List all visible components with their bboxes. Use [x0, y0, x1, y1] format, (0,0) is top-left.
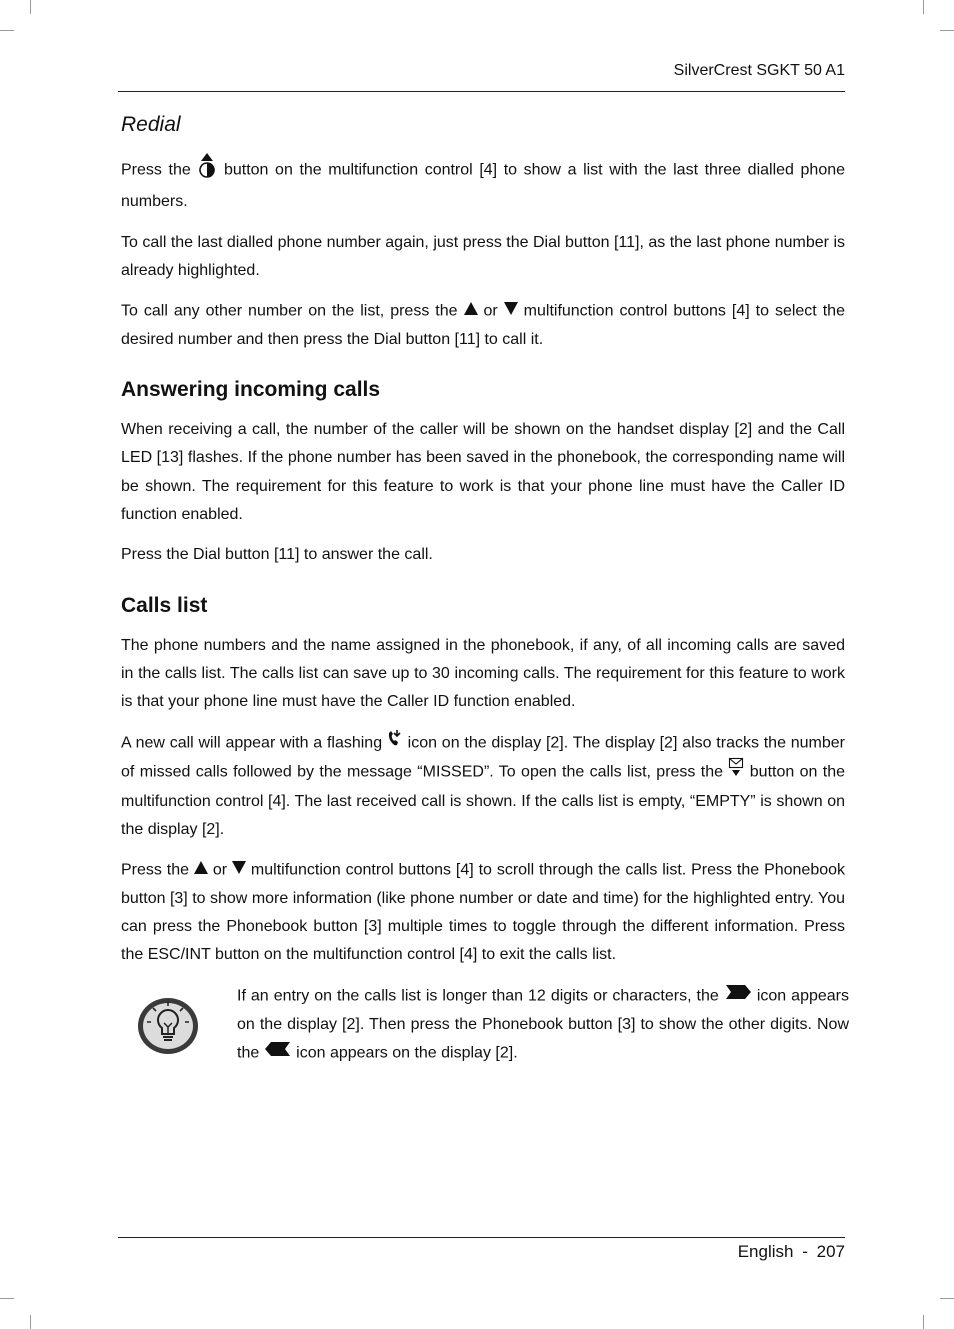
calls-list-paragraph-1: The phone numbers and the name assigned in the phonebook, if any, of all incoming calls are saved in the calls list. The calls list can save up to 30 incoming calls. The requirement for this feature to work is that your phone line must have the Caller ID function enabled.	[121, 636, 845, 711]
calls-list-down-icon	[728, 757, 744, 787]
crop-mark	[30, 1315, 31, 1329]
answering-paragraph-2: Press the Dial button [11] to answer the call.	[121, 546, 433, 564]
text: button on the multifunction control [4] to show a list with the last three dialled phone numbers.	[121, 161, 846, 211]
text: Press the	[121, 161, 191, 179]
text: Press the	[121, 861, 190, 879]
main-content	[121, 110, 845, 982]
answering-heading: Answering incoming calls	[121, 378, 381, 402]
new-call-icon	[387, 729, 403, 757]
redial-paragraph-1	[121, 152, 845, 217]
page-footer	[118, 1242, 845, 1262]
text: multifunction control buttons [4] to scroll through the calls list. Press the Phonebook button [3] to show more information (like phone number or date and time) for the highlighted entry. You can press the Phonebook button [3] multiple times to toggle through the different information. Press the ESC/INT button on the multifunction control [4] to exit the calls list.	[121, 861, 846, 964]
answering-paragraph-1: When receiving a call, the number of the caller will be shown on the handset display [2] and the Call LED [13] flashes. If the phone number has been saved in the phonebook, the corresponding name will be shown. The requirement for this feature to work is that your phone line must have the Caller ID function enabled.	[121, 421, 845, 524]
page-header: SilverCrest SGKT 50 A1	[673, 62, 845, 79]
triangle-down-icon	[232, 856, 246, 884]
lightbulb-icon	[137, 996, 201, 1063]
arrow-left-icon	[264, 1039, 292, 1067]
crop-mark	[30, 0, 31, 14]
triangle-up-icon	[194, 856, 208, 884]
text: If an entry on the calls list is longer than 12 digits or characters, the	[237, 987, 719, 1005]
crop-mark	[0, 1298, 14, 1299]
redial-heading: Redial	[121, 113, 181, 136]
crop-mark	[940, 1298, 954, 1299]
calls-list-paragraph-2	[121, 729, 845, 845]
triangle-down-icon	[504, 297, 518, 325]
calls-list-heading: Calls list	[121, 593, 208, 617]
crop-mark	[0, 30, 14, 31]
text: icon appears on the display [2]. Then press the Phonebook button [3] to show the other digits. Now the	[237, 987, 850, 1062]
redial-paragraph-3	[121, 297, 845, 354]
text: A new call will appear with a flashing	[121, 733, 383, 751]
arrow-right-icon	[724, 982, 752, 1010]
footer-separator: -	[802, 1242, 808, 1261]
text: or	[483, 302, 498, 320]
crop-mark	[923, 0, 924, 14]
footer-rule	[118, 1237, 845, 1238]
text: button on the multifunction control [4]. The last received call is shown. If the calls list is empty, “EMPTY” is shown on the display [2].	[121, 763, 845, 838]
text: icon on the display [2]. The display [2] also tracks the number of missed calls followed by the message “MISSED”. To open the calls list, press the	[121, 733, 845, 781]
calls-list-paragraph-3	[121, 856, 845, 970]
crop-mark	[940, 30, 954, 31]
text: or	[212, 861, 228, 879]
text: icon appears on the display [2].	[296, 1044, 518, 1062]
header-rule	[118, 91, 845, 92]
redial-up-icon	[197, 152, 217, 188]
tip-paragraph	[237, 982, 849, 1068]
text: To call any other number on the list, press the	[121, 302, 458, 320]
text: multifunction control buttons [4] to select the desired number and then press the Dial button [11] to call it.	[121, 302, 845, 348]
page-number: 207	[816, 1242, 845, 1261]
footer-language: English	[737, 1242, 794, 1261]
redial-paragraph-2: To call the last dialled phone number again, just press the Dial button [11], as the last phone number is already highlighted.	[121, 233, 845, 279]
triangle-up-icon	[464, 297, 478, 325]
crop-mark	[923, 1315, 924, 1329]
